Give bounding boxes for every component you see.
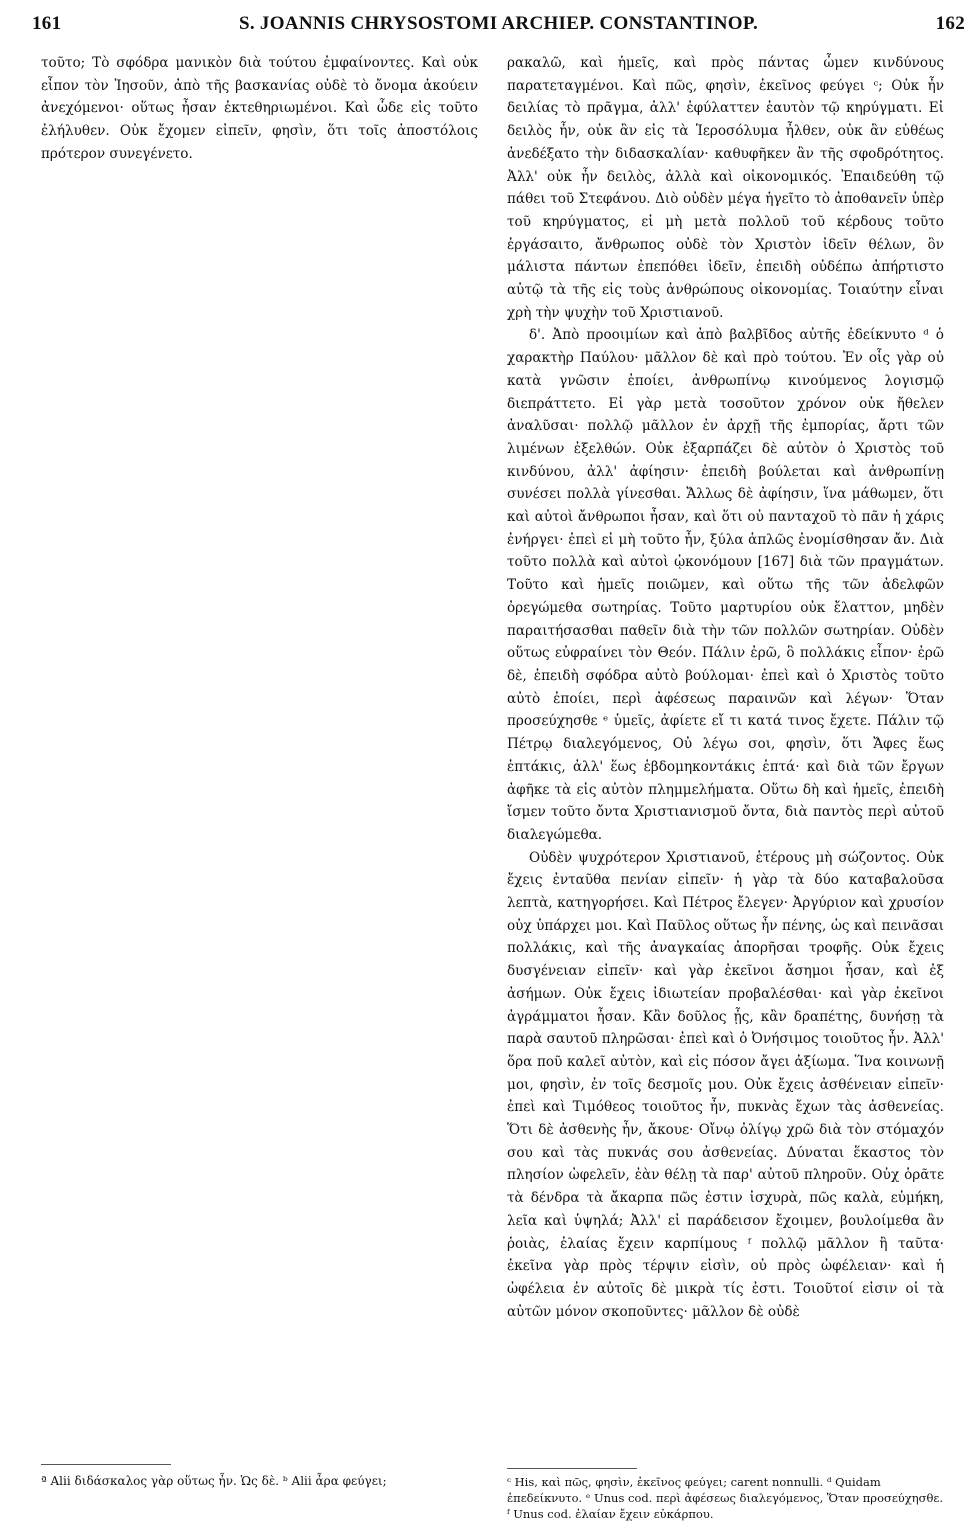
footnote-rule-left xyxy=(41,1464,171,1465)
running-title: S. JOANNIS CHRYSOSTOMI ARCHIEP. CONSTANTINOP. xyxy=(238,13,759,34)
footnote: ᶜ His, καὶ πῶς, φησὶν, ἐκεῖνος φεύγει; carent nonnulli. ᵈ Quidam ἐπεδείκνυτο. ᵉ Unus cod. περὶ ἀφέσεως διαλεγόμενος, Ὅταν προσεύχησθε. ᶠ Unus cod. ἐλαίαν ἔχειν εὐκάρπου. xyxy=(507,1475,944,1521)
paragraph: δ'. Ἀπὸ προοιμίων καὶ ἀπὸ βαλβῖδος αὐτῆς ἐδείκνυτο ᵈ ὁ χαρακτὴρ Παύλου· μᾶλλον δὲ καὶ πρὸ τούτου. Ἐν οἷς γὰρ οὐ κατὰ γνῶσιν ἐποίει, ἀνθρωπίνῳ κινούμενος λογισμῷ διεπράττετο. Εἰ γὰρ μετὰ τοσοῦτον χρόνον οὐκ ἤθελεν ἀναλῦσαι· πολλῷ μᾶλλον ἐν ἀρχῇ τῆς ἐμπορίας, ἄρτι τῶν λιμένων ἐξελθών. Οὐκ ἐξαρπάζει δὲ αὐτὸν ὁ Χριστὸς τοῦ κινδύνου, ἀλλ' ἀφίησιν· ἐπειδὴ βούλεται καὶ ἀνθρωπίνῃ συνέσει πολλὰ γίνεσθαι. Ἄλλως δὲ ἀφίησιν, ἵνα μάθωμεν, ὅτι καὶ αὐτοὶ ἄνθρωποι ἦσαν, καὶ ὅτι οὐ πανταχοῦ τὸ πᾶν ἡ χάρις ἐνήργει· ἐπεὶ εἰ μὴ τοῦτο ἦν, ξύλα ἁπλῶς ἐνομίσθησαν ἄν. Διὰ τοῦτο πολλὰ καὶ αὐτοὶ ᾠκονόμουν [167] διὰ τῶν πραγμάτων. Τοῦτο καὶ ἡμεῖς ποιῶμεν, καὶ οὕτω τῆς τῶν ἀδελφῶν ὀρεγώμεθα σωτηρίας. Τοῦτο μαρτυρίου οὐκ ἔλαττον, μηδὲν παραιτήσασθαι παθεῖν διὰ τὴν τῶν πολλῶν σωτηρίαν. Οὐδὲν οὕτως εὐφραίνει τὸν Θεόν. Πάλιν ἐρῶ, ὃ πολλάκις εἶπον· ἐρῶ δὲ, ἐπειδὴ σφόδρα αὐτὸ βούλομαι· ἐπεὶ καὶ ὁ Χριστὸς τοῦτο αὐτὸ ἐποίει, περὶ ἀφέσεως παραινῶν καὶ λέγων· Ὅταν προσεύχησθε ᵉ ὑμεῖς, ἀφίετε εἴ τι κατά τινος ἔχετε. Πάλιν τῷ Πέτρῳ διαλεγόμενος, Οὐ λέγω σοι, φησὶν, ὅτι Ἄφες ἕως ἑπτάκις, ἀλλ' ἕως ἑβδομηκοντάκις ἑπτά· καὶ διὰ τῶν ἔργων ἀφῆκε τὰ εἰς αὐτὸν πλημμελήματα. Οὕτω δὴ καὶ ἡμεῖς, ἐπειδὴ ἴσμεν τοῦτο ὄντα Χριστιανισμοῦ ὄντα, διὰ παντὸς περὶ αὐτοῦ διαλεγώμεθα. xyxy=(507,327,944,843)
page-header xyxy=(32,6,965,42)
paragraph: ρακαλῶ, καὶ ἡμεῖς, καὶ πρὸς πάντας ὦμεν κινδύνους παρατεταγμένοι. Καὶ πῶς, φησὶν, ἐκεῖνος φεύγει ᶜ; Οὐκ ἦν δειλίας τὸ πρᾶγμα, ἀλλ' ἐφύλαττεν ἑαυτὸν τῷ κηρύγματι. Εἰ δειλὸς ἦν, οὐκ ἂν εἰς τὰ Ἱεροσόλυμα ἦλθεν, οὐκ ἂν εὐθέως ἀνεδέξατο τὴν διδασκαλίαν· καθυφῆκεν ἂν τῆς σφοδρότητος. Ἀλλ' οὐκ ἦν δειλὸς, ἀλλὰ καὶ οἰκονομικός. Ἐπαιδεύθη τῷ πάθει τοῦ Στεφάνου. Διὸ οὐδὲν μέγα ἡγεῖτο τὸ ἀποθανεῖν ὑπὲρ τοῦ κηρύγματος, εἰ μὴ μετὰ πολλοῦ τοῦ κέρδους τοῦτο ἐργάσαιτο, ἄνθρωπος οὐδὲ τὸν Χριστὸν ἰδεῖν θέλων, ὃν μάλιστα πάντων ἐπεπόθει ἰδεῖν, ἐπειδὴ οὐδέπω ἀπήρτιστο αὐτῷ τὰ τῆς εἰς τοὺς ἀνθρώπους οἰκονομίας. Τοιαύτην εἶναι χρὴ τὴν ψυχὴν τοῦ Χριστιανοῦ. xyxy=(507,55,944,321)
footnotes-right xyxy=(507,1474,944,1522)
paragraph: Οὐδὲν ψυχρότερον Χριστιανοῦ, ἑτέρους μὴ σώζοντος. Οὐκ ἔχεις ἐνταῦθα πενίαν εἰπεῖν· ἡ γὰρ τὰ δύο καταβαλοῦσα λεπτὰ, κατηγορήσει. Καὶ Πέτρος ἔλεγεν· Ἀργύριον καὶ χρυσίον οὐχ ὑπάρχει μοι. Καὶ Παῦλος οὕτως ἦν πένης, ὡς καὶ πεινᾶσαι πολλάκις, καὶ τῆς ἀναγκαίας ἀπορῆσαι τροφῆς. Οὐκ ἔχεις δυσγένειαν εἰπεῖν· καὶ γὰρ ἐκεῖνοι ἄσημοι ἦσαν, καὶ ἐξ ἀσήμων. Οὐκ ἔχεις ἰδιωτείαν προβαλέσθαι· καὶ γὰρ ἐκεῖνοι ἀγράμματοι ἦσαν. Κἂν δοῦλος ᾖς, κἂν δραπέτης, δυνήσῃ τὰ παρὰ σαυτοῦ πληρῶσαι· ἐπεὶ καὶ ὁ Ὀνήσιμος τοιοῦτος ἦν. Ἀλλ' ὅρα ποῦ καλεῖ αὐτὸν, καὶ εἰς πόσον ἄγει ἀξίωμα. Ἵνα κοινωνῇ μοι, φησὶν, ἐν τοῖς δεσμοῖς μου. Οὐκ ἔχεις ἀσθένειαν εἰπεῖν· ἐπεὶ καὶ Τιμόθεος τοιοῦτος ἦν, πυκνὰς ἔχων τὰς ἀσθενείας. Ὅτι δὲ ἀσθενὴς ἦν, ἄκουε· Οἴνῳ ὀλίγῳ χρῶ διὰ τὸν στόμαχόν σου καὶ τὰς πυκνάς σου ἀσθενείας. Δύναται ἕκαστος τὸν πλησίον ὠφελεῖν, ἐὰν θέλῃ τὰ παρ' αὐτοῦ πληροῦν. Οὐχ ὁρᾶτε τὰ δένδρα τὰ ἄκαρπα πῶς ἐστιν ἰσχυρὰ, πῶς καλὰ, εὐμήκη, λεῖα καὶ ὑψηλά; Ἀλλ' εἰ παράδεισον ἔχοιμεν, βουλοίμεθα ἂν ῥοιὰς, ἐλαίας ἔχειν καρπίμους ᶠ πολλῷ μᾶλλον ἢ ταῦτα· ἐκεῖνα γὰρ πρὸς τέρψιν εἰσὶν, οὐ πρὸς ὠφέλειαν· καὶ ἡ ὠφέλεια ἐν αὐτοῖς δὲ μικρὰ τίς ἐστι. Τοιοῦτοί εἰσιν οἱ τὰ αὐτῶν μόνον σκοποῦντες· μᾶλλον δὲ οὐδὲ xyxy=(507,849,944,1320)
footnotes-left xyxy=(41,1472,478,1490)
page-number-left: 161 xyxy=(32,13,62,34)
footnote-rule-right xyxy=(507,1468,637,1469)
left-column xyxy=(41,52,478,166)
paragraph: τοῦτο; Τὸ σφόδρα μανικὸν διὰ τούτου ἐμφαίνοντες. Καὶ οὐκ εἶπον τὸν Ἰησοῦν, ἀπὸ τῆς βασκανίας οὐδὲ τὸ ὄνομα ἀκούειν ἀνεχόμενοι· οὕτως ἦσαν ἐκτεθηριωμένοι. Καὶ ὧδε εἰς τοῦτο ἐλήλυθεν. Οὐκ ἔχομεν εἰπεῖν, φησὶν, ὅτι τοῖς ἀποστόλοις πρότερον συνεγένετο. xyxy=(41,55,478,162)
footnote: ª Alii διδάσκαλος γὰρ οὕτως ἦν. Ὡς δὲ. ᵇ Alii ἆρα φεύγει; xyxy=(41,1474,387,1488)
page-number-right: 162 xyxy=(935,13,965,34)
right-column xyxy=(507,52,944,1323)
